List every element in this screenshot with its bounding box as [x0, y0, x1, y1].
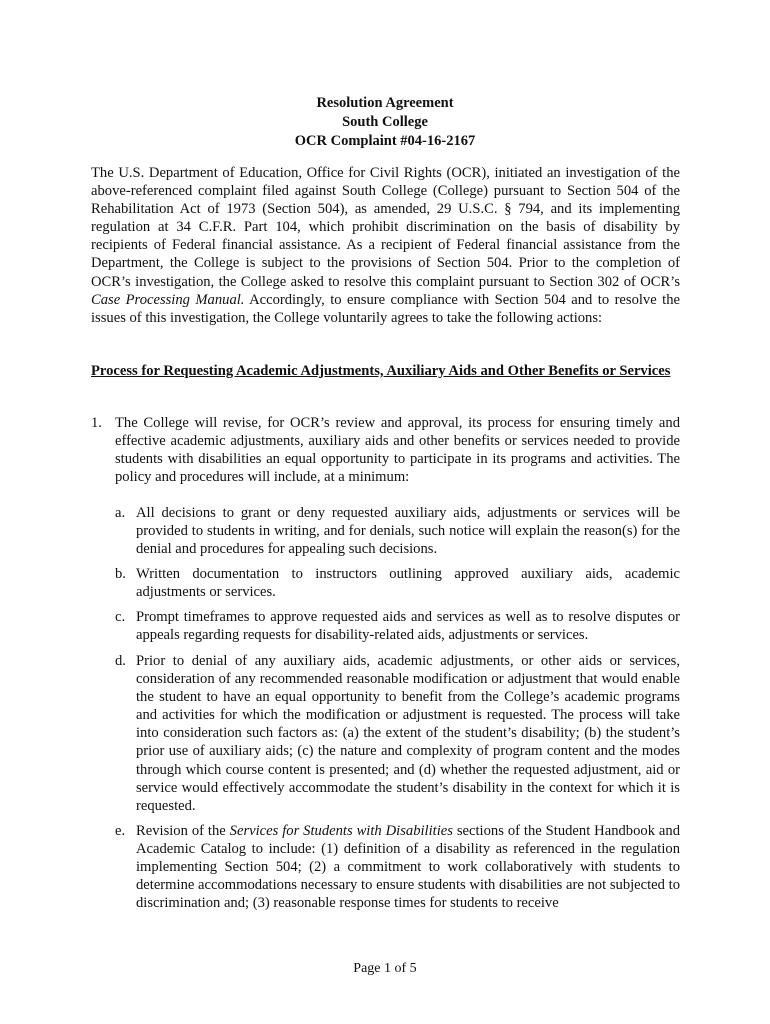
sub-item-text: All decisions to grant or deny requested auxiliary aids, adjustments or services will be provided to students in writing, and for denials, such notice will explain the reason(s) for the denial and procedures for appealing such decisions. — [136, 505, 680, 558]
sub-item-marker: a. — [115, 505, 126, 521]
sub-item-marker: d. — [115, 653, 126, 669]
complaint-number: OCR Complaint #04-16-2167 — [294, 133, 476, 149]
institution-name: South College — [342, 114, 428, 130]
sub-item-b — [115, 565, 680, 601]
sub-item-text-part1: Revision of the — [136, 823, 230, 839]
sub-item-d — [115, 652, 680, 815]
sub-item-c — [115, 608, 680, 644]
section-heading: Process for Requesting Academic Adjustments, Auxiliary Aids and Other Benefits or Services — [91, 363, 671, 379]
item-number: 1. — [91, 415, 102, 431]
sub-item-text-part2: sections of the Student Handbook and Academic Catalog to include: (1) definition of a disability as referenced in the regulation implementing Section 504; (2) a commitment to work collaboratively with students to determine accommodations necessary to ensure students with disabilities are not subjected to discrimination and; (3) reasonable response times for students to receive — [136, 823, 680, 912]
numbered-item-1 — [91, 414, 680, 486]
intro-text-part2: Accordingly, to ensure compliance with Section 504 and to resolve the issues of this investigation, the College voluntarily agrees to take the following actions: — [91, 291, 680, 326]
sub-item-text: Prompt timeframes to approve requested aids and services as well as to resolve disputes or appeals regarding requests for disability-related aids, adjustments or services. — [136, 609, 680, 644]
sub-item-text — [136, 822, 680, 912]
item-text: The College will revise, for OCR’s review and approval, its process for ensuring timely and effective academic adjustments, auxiliary aids and other benefits or services needed to provide students with disabilities an equal opportunity to participate in its programs and activities. The policy and procedures will include, at a minimum: — [115, 415, 680, 486]
intro-text-part1: The U.S. Department of Education, Office for Civil Rights (OCR), initiated an investigation of the above-referenced complaint filed against South College (College) pursuant to Section 504 of the Rehabilitation Act of 1973 (Section 504), as amended, 29 U.S.C. § 794, and its implementing regulation at 34 C.F.R. Part 104, which prohibit discrimination on the basis of disability by recipients of Federal financial assistance. As a recipient of Federal financial assistance from the Department, the College is subject to the provisions of Section 504. Prior to the completion of OCR’s investigation, the College asked to resolve this complaint pursuant to Section 302 of OCR’s — [91, 165, 680, 290]
sub-item-e — [115, 822, 680, 912]
intro-manual-title: Case Processing Manual. — [91, 291, 245, 308]
sub-item-text: Prior to denial of any auxiliary aids, academic adjustments, or other aids or services, consideration of any recommended reasonable modification or adjustment that would enable the student to have an equal opportunity to benefit from the College’s academic programs and activities for which the modification or adjustment is requested. The process will take into consideration such factors as: (a) the extent of the student’s disability; (b) the student’s prior use of auxiliary aids; (c) the nature and complexity of program content and the modes through which course content is presented; and (d) whether the requested adjustment, aid or service would effectively accommodate the student’s disability in the context for which it is requested. — [136, 653, 680, 814]
sub-item-marker: c. — [115, 609, 126, 625]
document-title-block — [0, 94, 770, 151]
intro-paragraph — [91, 164, 680, 327]
sub-item-a — [115, 504, 680, 558]
document-title: Resolution Agreement — [316, 95, 454, 111]
sub-item-text: Written documentation to instructors outlining approved auxiliary aids, academic adjustments or services. — [136, 566, 680, 601]
sub-item-marker: e. — [115, 823, 126, 839]
handbook-section-title: Services for Students with Disabilities — [229, 823, 453, 839]
sub-item-marker: b. — [115, 566, 126, 582]
page-number: Page 1 of 5 — [353, 961, 417, 976]
